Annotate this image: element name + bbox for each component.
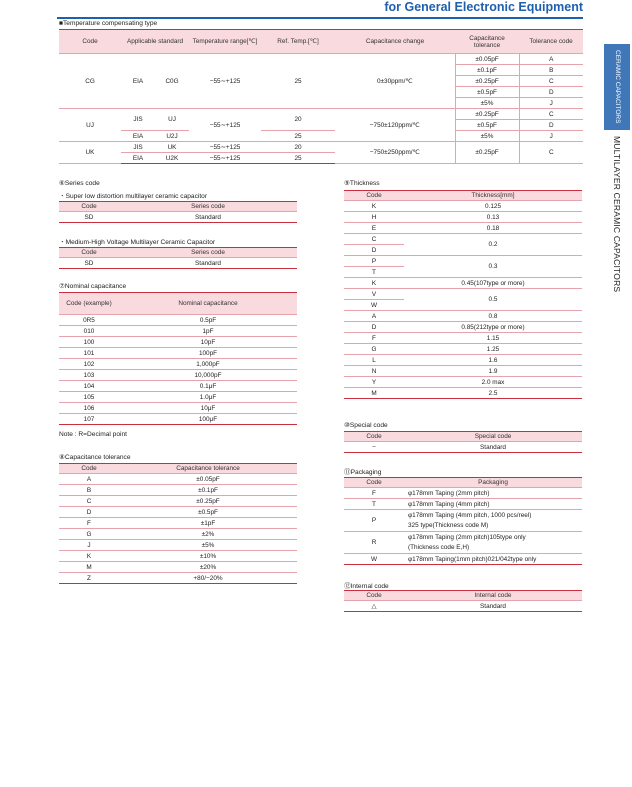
page-header-title: for General Electronic Equipment (384, 0, 583, 14)
nominal-code: 107 (59, 414, 119, 425)
series-code: SD (59, 212, 119, 223)
packaging-value (404, 532, 582, 554)
side-category-tab[interactable] (604, 44, 630, 130)
nominal-code: 010 (59, 326, 119, 337)
thickness-code: W (344, 300, 404, 311)
packaging-code: W (344, 554, 404, 565)
nominal-value: 1,000pF (119, 359, 297, 370)
thickness-code: D (344, 245, 404, 256)
th-internal-code: Internal code (404, 591, 582, 601)
nominal-title: ⑦Nominal capacitance (59, 283, 127, 290)
tolerance-code: J (59, 540, 119, 551)
cg-tol-code: B (519, 65, 583, 76)
special-title: ⑩Special code (344, 422, 388, 429)
packaging-value: φ178mm Taping(1mm pitch)021/042type only (404, 554, 582, 565)
packaging-code: P (344, 510, 404, 532)
th-thickness: Thickness[mm] (404, 191, 582, 201)
uj-tol: ±0.5pF (455, 120, 519, 131)
uj-code: UJ (59, 109, 121, 142)
thickness-value: 0.85(212type or more) (404, 322, 582, 333)
nominal-code: 0R5 (59, 315, 119, 326)
thickness-code: K (344, 278, 404, 289)
uk-std1: JIS (121, 142, 155, 153)
tolerance-value: +80/−20% (119, 573, 297, 584)
series-sub2: ・Medium-High Voltage Multilayer Ceramic Capacitor (59, 239, 216, 246)
th-series-code: Series code (119, 248, 297, 258)
uj-ref1: 20 (261, 109, 335, 131)
thickness-code: D (344, 322, 404, 333)
packaging-table (344, 477, 582, 565)
thickness-value: 0.2 (404, 234, 582, 256)
packaging-code: T (344, 499, 404, 510)
header-rule (57, 17, 583, 19)
series-title: ⑥Series code (59, 180, 100, 187)
th-cap-change: Capacitance change (335, 30, 455, 54)
th-code: Code (59, 464, 119, 474)
uj-std2: EIA (121, 131, 155, 142)
th-code: Code (59, 30, 121, 54)
internal-table (344, 590, 582, 612)
nominal-table (59, 292, 297, 425)
th-tolerance-code: Tolerance code (519, 30, 583, 54)
cg-tol-code: D (519, 87, 583, 98)
cg-tol: ±0.25pF (455, 76, 519, 87)
thickness-value: 1.6 (404, 355, 582, 366)
temp-comp-table (59, 29, 583, 164)
thickness-value: 2.5 (404, 388, 582, 399)
thickness-code: L (344, 355, 404, 366)
special-value: Standard (404, 442, 582, 453)
th-applicable-standard: Applicable standard (121, 30, 189, 54)
internal-title: ⑫Internal code (344, 583, 389, 590)
uk-change: −750±250ppm/℃ (335, 142, 455, 164)
side-tab-label: CERAMIC CAPACITORS (614, 50, 621, 124)
nominal-value: 0.1μF (119, 381, 297, 392)
packaging-code: F (344, 488, 404, 499)
packaging-line: φ178mm Taping (4mm pitch, 1000 pcs/reel) (408, 511, 532, 519)
th-code-example: Code (example) (59, 293, 119, 315)
uk-std2: EIA (121, 153, 155, 164)
series-sub1: ・Super low distortion multilayer ceramic capacitor (59, 193, 208, 200)
nominal-value: 10,000pF (119, 370, 297, 381)
thickness-code: Y (344, 377, 404, 388)
th-code: Code (344, 432, 404, 442)
th-packaging: Packaging (404, 478, 582, 488)
thickness-title: ⑨Thickness (344, 180, 380, 187)
cg-tol: ±0.1pF (455, 65, 519, 76)
tolerance-title: ⑧Capacitance tolerance (59, 454, 131, 461)
packaging-line: 325 type(Thickness code M) (408, 521, 489, 529)
th-cap-tolerance: Capacitance tolerance (119, 464, 297, 474)
thickness-value: 0.3 (404, 256, 582, 278)
packaging-line: φ178mm Taping (2mm pitch)105type only (408, 533, 526, 541)
series-value: Standard (119, 212, 297, 223)
thickness-value: 0.18 (404, 223, 582, 234)
thickness-value: 0.13 (404, 212, 582, 223)
uk-ref1: 20 (261, 142, 335, 153)
th-temp-range: Temperature range[℃] (189, 30, 261, 54)
packaging-line: (Thickness code E,H) (408, 543, 470, 551)
tolerance-table (59, 463, 297, 584)
tolerance-value: ±0.5pF (119, 507, 297, 518)
nominal-code: 102 (59, 359, 119, 370)
tolerance-value: ±10% (119, 551, 297, 562)
cg-tol: ±0.5pF (455, 87, 519, 98)
series-table-1 (59, 201, 297, 223)
uk-range2: −55∼+125 (189, 153, 261, 164)
cg-ref: 25 (261, 54, 335, 109)
thickness-code: H (344, 212, 404, 223)
nominal-value: 10pF (119, 337, 297, 348)
series-table-2 (59, 247, 297, 269)
tolerance-code: K (59, 551, 119, 562)
nominal-note: Note : R=Decimal point (59, 431, 127, 438)
uj-std1: JIS (121, 109, 155, 131)
tolerance-value: ±0.25pF (119, 496, 297, 507)
packaging-title: ⑪Packaging (344, 469, 382, 476)
packaging-code: R (344, 532, 404, 554)
th-code: Code (344, 191, 404, 201)
tolerance-code: B (59, 485, 119, 496)
uj-tol-code: D (519, 120, 583, 131)
cg-tol: ±5% (455, 98, 519, 109)
tolerance-value: ±5% (119, 540, 297, 551)
uj-range: −55∼+125 (189, 109, 261, 142)
tolerance-code: D (59, 507, 119, 518)
tolerance-value: ±20% (119, 562, 297, 573)
packaging-value: φ178mm Taping (4mm pitch) (404, 499, 582, 510)
uj-std1-code: UJ (155, 109, 189, 131)
cg-range: −55∼+125 (189, 54, 261, 109)
cg-tol-code: A (519, 54, 583, 65)
packaging-value: φ178mm Taping (2mm pitch) (404, 488, 582, 499)
th-series-code: Series code (119, 202, 297, 212)
nominal-code: 106 (59, 403, 119, 414)
cg-std: EIA (121, 54, 155, 109)
nominal-value: 1.0μF (119, 392, 297, 403)
thickness-value: 0.5 (404, 289, 582, 311)
internal-value: Standard (404, 601, 582, 612)
series-code: SD (59, 258, 119, 269)
thickness-code: K (344, 201, 404, 212)
th-cap-tolerance: Capacitance tolerance (455, 30, 519, 54)
uk-tol: ±0.25pF (455, 142, 519, 164)
th-nominal-cap: Nominal capacitance (119, 293, 297, 315)
packaging-value (404, 510, 582, 532)
nominal-code: 103 (59, 370, 119, 381)
nominal-value: 100pF (119, 348, 297, 359)
th-code: Code (59, 202, 119, 212)
thickness-value: 0.45(107type or more) (404, 278, 582, 289)
th-ref-temp: Ref. Temp.[℃] (261, 30, 335, 54)
uk-std1-code: UK (155, 142, 189, 153)
special-table (344, 431, 582, 453)
tolerance-code: G (59, 529, 119, 540)
uj-tol-code: J (519, 131, 583, 142)
th-code: Code (344, 591, 404, 601)
uj-tol: ±5% (455, 131, 519, 142)
uk-tol-code: C (519, 142, 583, 164)
cg-change: 0±30ppm/℃ (335, 54, 455, 109)
side-vertical-title: MULTILAYER CERAMIC CAPACITORS (612, 136, 622, 293)
tolerance-code: Z (59, 573, 119, 584)
thickness-value: 1.15 (404, 333, 582, 344)
thickness-code: F (344, 333, 404, 344)
tolerance-code: F (59, 518, 119, 529)
tolerance-value: ±2% (119, 529, 297, 540)
series-value: Standard (119, 258, 297, 269)
tolerance-code: A (59, 474, 119, 485)
tolerance-value: ±0.05pF (119, 474, 297, 485)
tolerance-value: ±1pF (119, 518, 297, 529)
nominal-value: 10μF (119, 403, 297, 414)
cg-tol: ±0.05pF (455, 54, 519, 65)
thickness-code: T (344, 267, 404, 278)
thickness-value: 0.8 (404, 311, 582, 322)
thickness-table (344, 190, 582, 399)
nominal-code: 101 (59, 348, 119, 359)
nominal-code: 100 (59, 337, 119, 348)
thickness-value: 1.9 (404, 366, 582, 377)
temp-comp-title: ■Temperature compensating type (59, 20, 158, 27)
nominal-value: 0.5pF (119, 315, 297, 326)
thickness-code: C (344, 234, 404, 245)
uk-std2-code: U2K (155, 153, 189, 164)
thickness-code: A (344, 311, 404, 322)
uj-ref2: 25 (261, 131, 335, 142)
thickness-value: 1.25 (404, 344, 582, 355)
thickness-code: P (344, 256, 404, 267)
th-code: Code (59, 248, 119, 258)
cg-code: CG (59, 54, 121, 109)
uj-tol: ±0.25pF (455, 109, 519, 120)
th-code: Code (344, 478, 404, 488)
tolerance-value: ±0.1pF (119, 485, 297, 496)
cg-std-code: C0G (155, 54, 189, 109)
nominal-value: 1pF (119, 326, 297, 337)
nominal-code: 105 (59, 392, 119, 403)
tolerance-code: M (59, 562, 119, 573)
cg-tol-code: C (519, 76, 583, 87)
thickness-value: 0.125 (404, 201, 582, 212)
special-code: − (344, 442, 404, 453)
nominal-value: 100μF (119, 414, 297, 425)
thickness-code: E (344, 223, 404, 234)
uj-change: −750±120ppm/℃ (335, 109, 455, 142)
thickness-code: G (344, 344, 404, 355)
tolerance-code: C (59, 496, 119, 507)
internal-code: △ (344, 601, 404, 612)
thickness-code: M (344, 388, 404, 399)
nominal-code: 104 (59, 381, 119, 392)
uj-tol-code: C (519, 109, 583, 120)
uk-ref2: 25 (261, 153, 335, 164)
cg-tol-code: J (519, 98, 583, 109)
uk-range1: −55∼+125 (189, 142, 261, 153)
thickness-code: N (344, 366, 404, 377)
thickness-value: 2.0 max (404, 377, 582, 388)
uj-std2-code: U2J (155, 131, 189, 142)
uk-code: UK (59, 142, 121, 164)
thickness-code: V (344, 289, 404, 300)
th-special-code: Special code (404, 432, 582, 442)
